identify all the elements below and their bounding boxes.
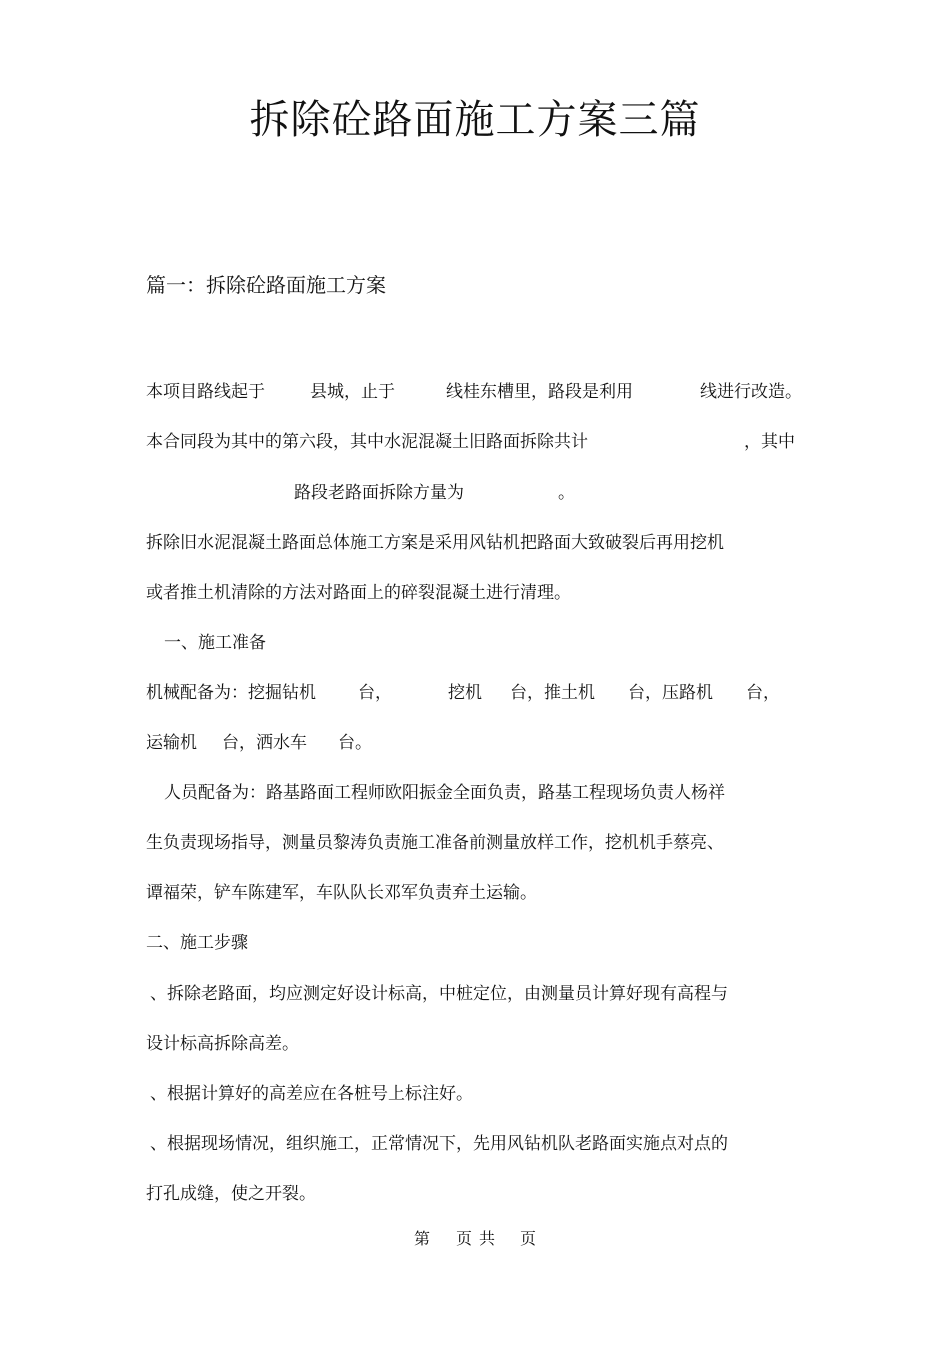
section-heading: 篇一：拆除砼路面施工方案 (146, 273, 386, 297)
text-segment: 线桂东槽里，路段是利用 (446, 382, 633, 402)
staff-line-1: 人员配备为：路基路面工程师欧阳振金全面负责，路基工程现场负责人杨祥 (164, 783, 725, 803)
text-segment: 台，洒水车 (222, 733, 307, 753)
text-segment: ，其中 (744, 432, 795, 452)
text-segment: 本项目路线起于 (146, 382, 265, 402)
step-1-line-1: 、拆除老路面，均应测定好设计标高，中桩定位，由测量员计算好现有高程与 (150, 984, 728, 1004)
paragraph-2-line-2: 或者推土机清除的方法对路面上的碎裂混凝土进行清理。 (146, 583, 571, 603)
text-segment: 。 (558, 483, 575, 503)
heading-construction-preparation: 一、施工准备 (164, 633, 266, 653)
text-segment: 挖机 (448, 683, 482, 703)
text-segment: 机械配备为：挖掘钻机 (146, 683, 316, 703)
footer-text: 页 (456, 1229, 473, 1248)
text-segment: 台，压路机 (628, 683, 713, 703)
step-2: 、根据计算好的高差应在各桩号上标注好。 (150, 1084, 473, 1104)
text-segment: 台， (358, 683, 392, 703)
text-segment: 线进行改造。 (700, 382, 802, 402)
text-segment: 台，推土机 (510, 683, 595, 703)
footer-text: 页 (520, 1229, 537, 1248)
text-segment: 路段老路面拆除方量为 (294, 483, 464, 503)
text-segment: 本合同段为其中的第六段，其中水泥混凝土旧路面拆除共计 (146, 432, 588, 452)
text-segment: 县城，止于 (310, 382, 395, 402)
step-1-line-2: 设计标高拆除高差。 (146, 1034, 299, 1054)
step-3-line-1: 、根据现场情况，组织施工，正常情况下，先用风钻机队老路面实施点对点的 (150, 1134, 728, 1154)
step-3-line-2: 打孔成缝，使之开裂。 (146, 1184, 316, 1204)
heading-construction-steps: 二、施工步骤 (146, 933, 248, 953)
staff-line-2: 生负责现场指导，测量员黎涛负责施工准备前测量放样工作，挖机机手蔡亮、 (146, 833, 724, 853)
text-segment: 台， (746, 683, 780, 703)
footer-text: 第 (414, 1229, 431, 1248)
footer-text: 共 (479, 1229, 496, 1248)
text-segment: 台。 (338, 733, 372, 753)
text-segment: 运输机 (146, 733, 197, 753)
staff-line-3: 谭福荣，铲车陈建军，车队队长邓军负责弃土运输。 (146, 883, 537, 903)
document-title: 拆除砼路面施工方案三篇 (249, 97, 701, 143)
paragraph-2-line-1: 拆除旧水泥混凝土路面总体施工方案是采用风钻机把路面大致破裂后再用挖机 (146, 533, 724, 553)
